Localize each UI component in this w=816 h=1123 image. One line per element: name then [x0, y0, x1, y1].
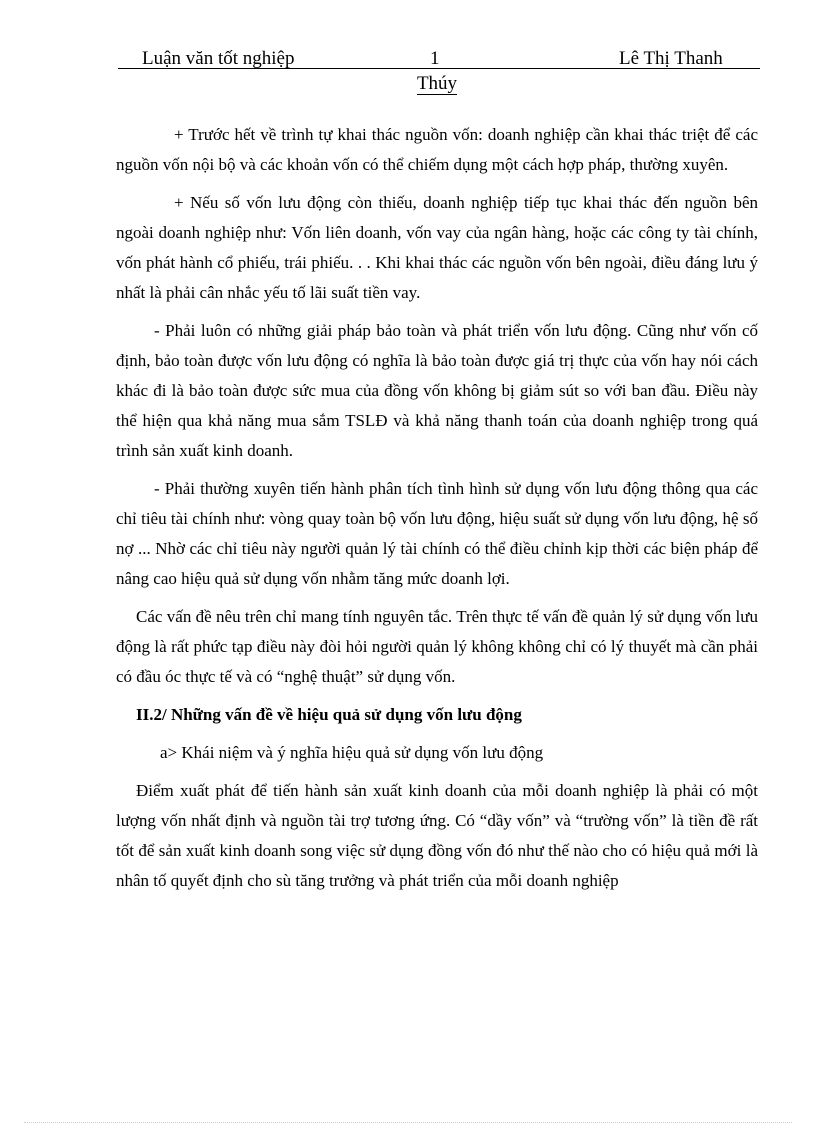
header-page-number: 1: [430, 48, 440, 69]
header-author-name: Lê Thị Thanh: [619, 48, 723, 69]
header-author-surname: Thúy: [416, 73, 458, 94]
paragraph-principles: Các vấn đề nêu trên chỉ mang tính nguyên tắc. Trên thực tế vấn đề quản lý sử dụng vốn lưu động là rất phức tạp điều này đòi hỏi người quản lý không không chỉ có lý thuyết mà cần phải có đầu óc thực tế và có “nghệ thuật” sử dụng vốn.: [116, 607, 758, 686]
paragraph-starting-point: Điểm xuất phát để tiến hành sản xuất kinh doanh của mỗi doanh nghiệp là phải có một lượng vốn nhất định và nguồn tài trợ tương ứng. Có “dầy vốn” và “trường vốn” là tiền đề rất tốt để sản xuất kinh doanh song việc sử dụng đồng vốn đó như thế nào cho có hiệu quả mới là nhân tố quyết định cho sù tăng trưởng và phát triển của mỗi doanh nghiệp: [116, 781, 758, 890]
paragraph-preservation: - Phải luôn có những giải pháp bảo toàn và phát triển vốn lưu động. Cũng như vốn cố định, bảo toàn được vốn lưu động có nghĩa là bảo toàn được giá trị thực của vốn hay nói cách khác đi là bảo toàn được sức mua của đồng vốn không bị giảm sút so với ban đầu. Điều này thể hiện qua khả năng mua sắm TSLĐ và khả năng thanh toán của doanh nghiệp trong quá trình sản xuất kinh doanh.: [116, 321, 758, 460]
paragraph-external-sources: + Nếu số vốn lưu động còn thiếu, doanh nghiệp tiếp tục khai thác đến nguồn bên ngoài doanh nghiệp như: Vốn liên doanh, vốn vay của ngân hàng, hoặc các công ty tài chính, vốn phát hành cổ phiếu, trái phiếu. . . Khi khai thác các nguồn vốn bên ngoài, điều đáng lưu ý nhất là phải cân nhắc yếu tố lãi suất tiền vay.: [116, 193, 758, 302]
subsection-heading: a> Khái niệm và ý nghĩa hiệu quả sử dụng vốn lưu động: [160, 743, 544, 762]
document-body: [116, 120, 758, 904]
paragraph-analysis: - Phải thường xuyên tiến hành phân tích tình hình sử dụng vốn lưu động thông qua các chỉ tiêu tài chính như: vòng quay toàn bộ vốn lưu động, hiệu suất sử dụng vốn lưu động, hệ số nợ ... Nhờ các chỉ tiêu này người quản lý tài chính có thể điều chỉnh kịp thời các biện pháp để nâng cao hiệu quả sử dụng vốn nhằm tăng mức doanh lợi.: [116, 479, 758, 588]
paragraph-capital-sequence: + Trước hết về trình tự khai thác nguồn vốn: doanh nghiệp cần khai thác triệt để các nguồn vốn nội bộ và các khoản vốn có thể chiếm dụng một cách hợp pháp, thường xuyên.: [116, 125, 758, 174]
section-heading: II.2/ Những vấn đề về hiệu quả sử dụng vốn lưu động: [136, 705, 522, 724]
header-thesis-title: Luận văn tốt nghiệp: [142, 48, 295, 69]
page-header: [118, 48, 760, 70]
header-author-continuation: [0, 72, 816, 96]
